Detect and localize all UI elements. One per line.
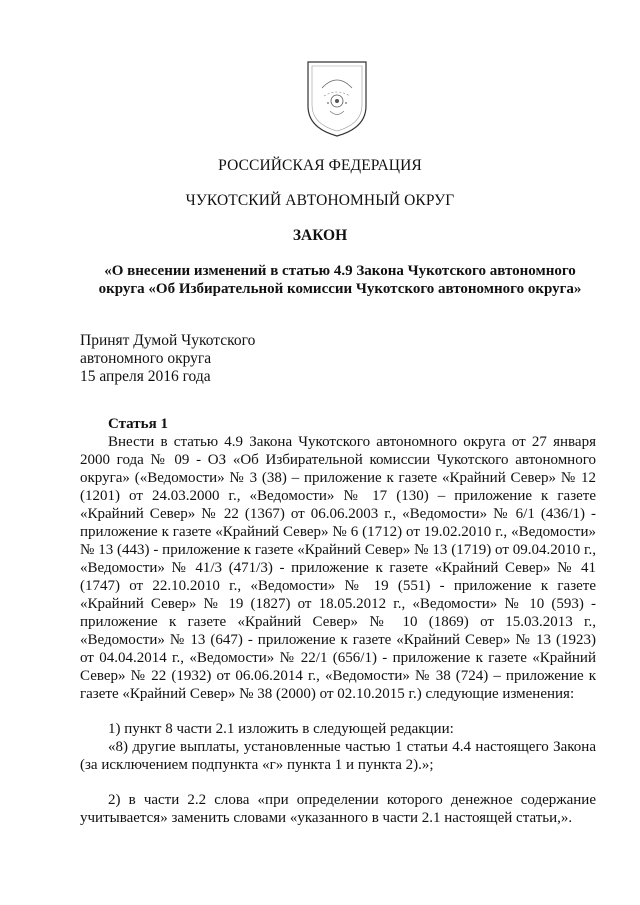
law-title-line: округа «Об Избирательной комиссии Чукотского автономного округа» xyxy=(98,281,582,297)
amendment-item-1: 1) пункт 8 части 2.1 изложить в следующей редакции: xyxy=(108,721,454,737)
article-intro-paragraph: Внести в статью 4.9 Закона Чукотского автономного округа от 27 января 2000 года № 09 - ОЗ «Об Избирательной комиссии Чукотского автономного округа» («Ведомости» № 3 (38) – приложение к газете «Крайний Север» № 12 (1201) от 24.03.2000 г., «Ведомости» № 17 (130) – приложение к газете «Крайний Север» № 22 (1367) от 06.06.2003 г., «Ведомости» № 6/1 (436/1) - приложение к газете «Крайний Север» № 6 (1712) от 19.02.2010 г., «Ведомости» № 13 (443) - приложение к газете «Крайний Север» № 13 (1719) от 09.04.2010 г., «Ведомости» № 41/3 (471/3) - приложение к газете «Крайний Север» № 41 (1747) от 22.10.2010 г., «Ведомости» № 19 (551) - приложение к газете «Крайний Север» № 19 (1827) от 18.05.2012 г., «Ведомости» № 10 (593) - приложение к газете «Крайний Север» № 10 (1869) от 15.03.2013 г., «Ведомости» № 13 (647) - приложение к газете «Крайний Север» № 13 (1923) от 04.04.2014 г., «Ведомости» № 22/1 (656/1) - приложение к газете «Крайний Север» № 22 (1932) от 06.06.2014 г., «Ведомости» № 38 (724) – приложение к газете «Крайний Север» № 38 (2000) от 02.10.2015 г.) следующие изменения: xyxy=(80,434,596,702)
article-1 xyxy=(80,415,596,827)
adoption-line: автономного округа xyxy=(80,350,212,367)
adoption-date: 15 апреля 2016 года xyxy=(80,368,211,385)
region-name: ЧУКОТСКИЙ АВТОНОМНЫЙ ОКРУГ xyxy=(185,192,455,209)
law-title xyxy=(80,262,600,298)
amendment-item-2: 2) в части 2.2 слова «при определении которого денежное содержание учитывается» заменить словами «указанного в части 2.1 настоящей статьи,». xyxy=(80,792,596,826)
country-name: РОССИЙСКАЯ ФЕДЕРАЦИЯ xyxy=(218,157,422,174)
article-heading: Статья 1 xyxy=(108,416,168,432)
document-type: ЗАКОН xyxy=(292,227,348,244)
coat-of-arms-icon xyxy=(304,58,370,140)
law-title-line: «О внесении изменений в статью 4.9 Закона Чукотского автономного xyxy=(104,263,576,279)
adoption-info xyxy=(80,332,255,386)
adoption-line: Принят Думой Чукотского xyxy=(80,332,256,349)
amendment-item-1-quote: «8) другие выплаты, установленные частью 1 статьи 4.4 настоящего Закона (за исключением подпункта «г» пункта 1 и пункта 2).»; xyxy=(80,739,596,773)
